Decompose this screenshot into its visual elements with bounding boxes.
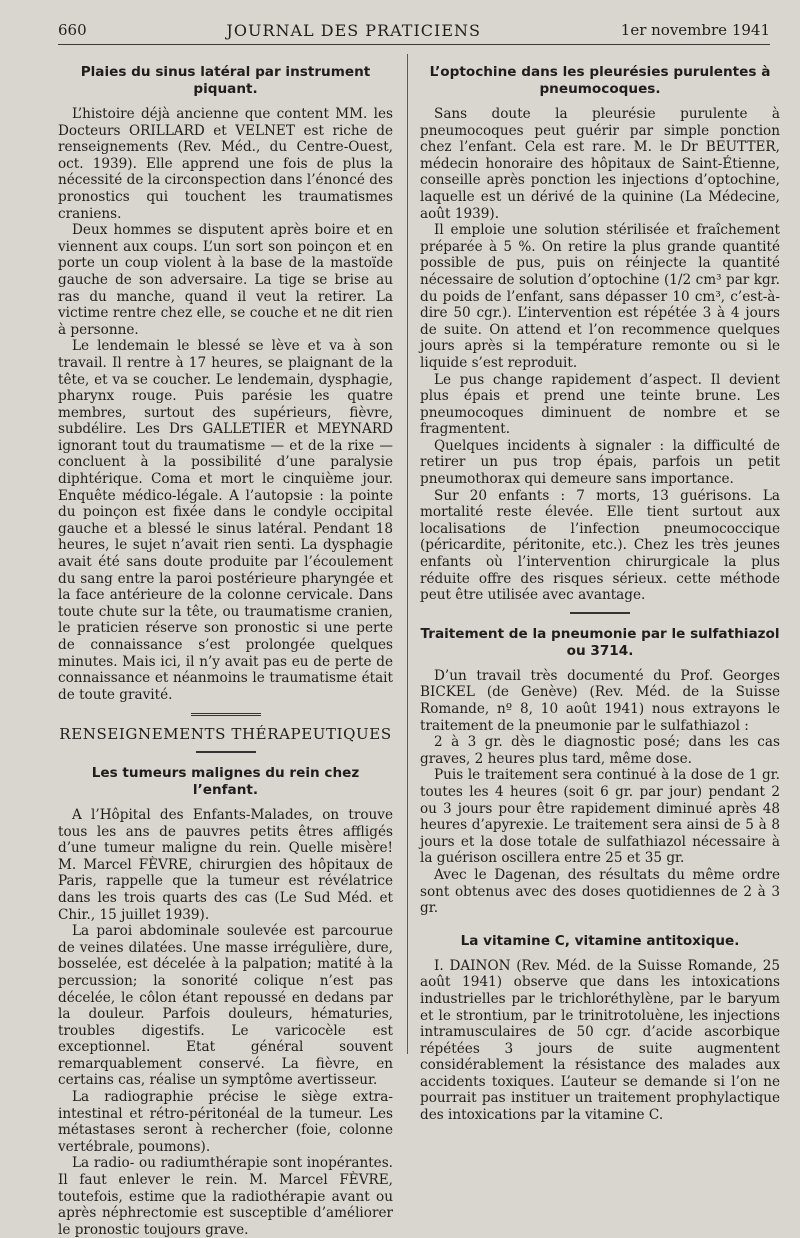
paragraph: Sur 20 enfants : 7 morts, 13 guérisons. La mortalité reste élevée. Elle tient surtout aux localisations de l’infection pneumococcique (péricardite, péritonite, etc.). Chez les très jeunes enfants où l’intervention chirurgicale la plus réduite offre des risques sérieux. cette méthode peut être utilisée avec avantage. [420, 487, 780, 604]
section-underline [196, 751, 256, 753]
paragraph: Il emploie une solution stérilisée et fraîchement préparée à 5 %. On retire la plus grande quantité possible de pus, puis on réinjecte la quantité nécessaire de solution d’optochine (1/2 cm³ par kgr. du poids de l’enfant, sans dépasser 10 cm³, c’est-à-dire 50 cgr.). L’intervention est répétée 3 à 4 jours de suite. On attend et l’on recommence quelques jours après si la température remonte ou si le liquide s’est reproduit. [420, 222, 780, 371]
page-header [58, 16, 770, 45]
page-number: 660 [58, 21, 87, 39]
journal-title: JOURNAL DES PRATICIENS [226, 20, 481, 40]
paragraph: La radio- ou radiumthérapie sont inopérantes. Il faut enlever le rein. M. Marcel FÈVRE, toutefois, estime que la radiothérapie avant ou après néphrectomie est susceptible d’améliorer le pronostic toujours grave. [58, 1155, 393, 1238]
section-heading: RENSEIGNEMENTS THÉRAPEUTIQUES [59, 725, 392, 744]
section-rule [191, 713, 261, 716]
paragraph: Deux hommes se disputent après boire et en viennent aux coups. L’un sort son poinçon et en porte un coup violent à la base de la mastoïde gauche de son adversaire. La tige se brise au ras du manche, quand il veut la retirer. La victime rentre chez elle, se couche et ne dit rien à personne. [58, 222, 393, 338]
left-column [58, 58, 393, 1238]
article-title-tumeurs: Les tumeurs malignes du rein chez l’enfant. [91, 764, 360, 798]
article-title-optochine: L’optochine dans les pleurésies purulentes à pneumocoques. [429, 64, 771, 97]
paragraph: 2 à 3 gr. dès le diagnostic posé; dans les cas graves, 2 heures plus tard, même dose. [420, 734, 780, 767]
paragraph: Le lendemain le blessé se lève et va à son travail. Il rentre à 17 heures, se plaignant de la tête, et va se coucher. Le lendemain, dysphagie, pharynx rouge. Puis parésie les quatre membres, surtout des supérieurs, fièvre, subdélire. Les Drs GALLETIER et MEYNARD ignorant tout du traumatisme — et de la rixe — concluent à la possibilité d’une paralysie diphtérique. Coma et mort le cinquième jour. Enquête médico-légale. A l’autopsie : la pointe du poinçon est fixée dans le condyle occipital gauche et a blessé le sinus latéral. Pendant 18 heures, le sujet n’avait rien senti. La dysphagie avait été sans doute produite par l’écoulement du sang entre la paroi postérieure pharyngée et la face antérieure de la colonne cervicale. Dans toute chute sur la tête, ou traumatisme cranien, le praticien réserve son pronostic si une perte de connaissance s’est prolongée quelques minutes. Mais ici, il n’y avait pas eu de perte de connaissance et néanmoins le traumatisme était de toute gravité. [58, 338, 393, 703]
article-title-pneumonie: Traitement de la pneumonie par le sulfathiazol ou 3714. [420, 625, 780, 659]
paragraph: Quelques incidents à signaler : la difficulté de retirer un pus trop épais, parfois un petit pneumothorax qui demeure sans importance. [420, 437, 780, 488]
article-title-sinus: Plaies du sinus latéral par instrument piquant. [80, 64, 371, 97]
paragraph: L’histoire déjà ancienne que content MM. les Docteurs ORILLARD et VELNET est riche de renseignements (Rev. Méd., du Centre-Ouest, oct. 1939). Elle apprend une fois de plus la nécessité de la circonspection dans l’énoncé des pronostics qui touchent les traumatismes craniens. [58, 106, 393, 222]
article-separator [570, 612, 630, 614]
article-title-vitamine: La vitamine C, vitamine antitoxique. [460, 932, 740, 949]
paragraph: Avec le Dagenan, des résultats du même ordre sont obtenus avec des doses quotidiennes de 2 à 3 gr. [420, 866, 780, 917]
column-divider [407, 54, 408, 1054]
issue-date: 1er novembre 1941 [620, 21, 770, 39]
paragraph: Sans doute la pleurésie purulente à pneumocoques peut guérir par simple ponction chez l’enfant. Cela est rare. M. le Dr BEUTTER, médecin honoraire des hôpitaux de Saint-Étienne, conseille après ponction les injections d’optochine, laquelle est un dérivé de la quinine (La Médecine, août 1939). [420, 106, 780, 222]
paragraph: A l’Hôpital des Enfants-Malades, on trouve tous les ans de pauvres petits êtres affligés d’une tumeur maligne du rein. Quelle misère! M. Marcel FÈVRE, chirurgien des hôpitaux de Paris, rappelle que la tumeur est révélatrice dans les trois quarts des cas (Le Sud Méd. et Chir., 15 juillet 1939). [58, 806, 393, 923]
paragraph: La radiographie précise le siège extra-intestinal et rétro-péritonéal de la tumeur. Les métastases seront à rechercher (foie, colonne vertébrale, poumons). [58, 1089, 393, 1155]
spacer [420, 917, 780, 927]
right-column [420, 58, 780, 1124]
paragraph: Le pus change rapidement d’aspect. Il devient plus épais et prend une teinte brune. Les pneumocoques diminuent de nombre et se fragmentent. [420, 371, 780, 438]
paragraph: D’un travail très documenté du Prof. Georges BICKEL (de Genève) (Rev. Méd. de la Suisse Romande, nº 8, 10 août 1941) nous extrayons le traitement de la pneumonie par le sulfathiazol : [420, 667, 780, 734]
paragraph: Puis le traitement sera continué à la dose de 1 gr. toutes les 4 heures (soit 6 gr. par jour) pendant 2 ou 3 jours pour être rapidement diminué après 48 heures d’apyrexie. Le traitement sera ainsi de 5 à 8 jours et la dose totale de sulfathiazol nécessaire à la guérison oscillera entre 25 et 35 gr. [420, 767, 780, 867]
paragraph: La paroi abdominale soulevée est parcourue de veines dilatées. Une masse irrégulière, dure, bosselée, est décelée à la palpation; matité à la percussion; la sonorité colique n’est pas décelée, le côlon étant repoussé en dedans par la douleur. Parfois douleurs, hématuries, troubles digestifs. Le varicocèle est exceptionnel. Etat général souvent remarquablement conservé. La fièvre, en certains cas, réalise un symptôme avertisseur. [58, 923, 393, 1089]
paragraph: I. DAINON (Rev. Méd. de la Suisse Romande, 25 août 1941) observe que dans les intoxications industrielles par le trichloréthylène, par le baryum et le strontium, par le trinitrotoluène, les injections intramusculaires de 50 cgr. d’acide ascorbique répétées 3 jours de suite augmentent considérablement la résistance des malades aux accidents toxiques. L’auteur se demande si l’on ne pourrait pas instituer un traitement prophylactique des intoxications par la vitamine C. [420, 957, 780, 1124]
